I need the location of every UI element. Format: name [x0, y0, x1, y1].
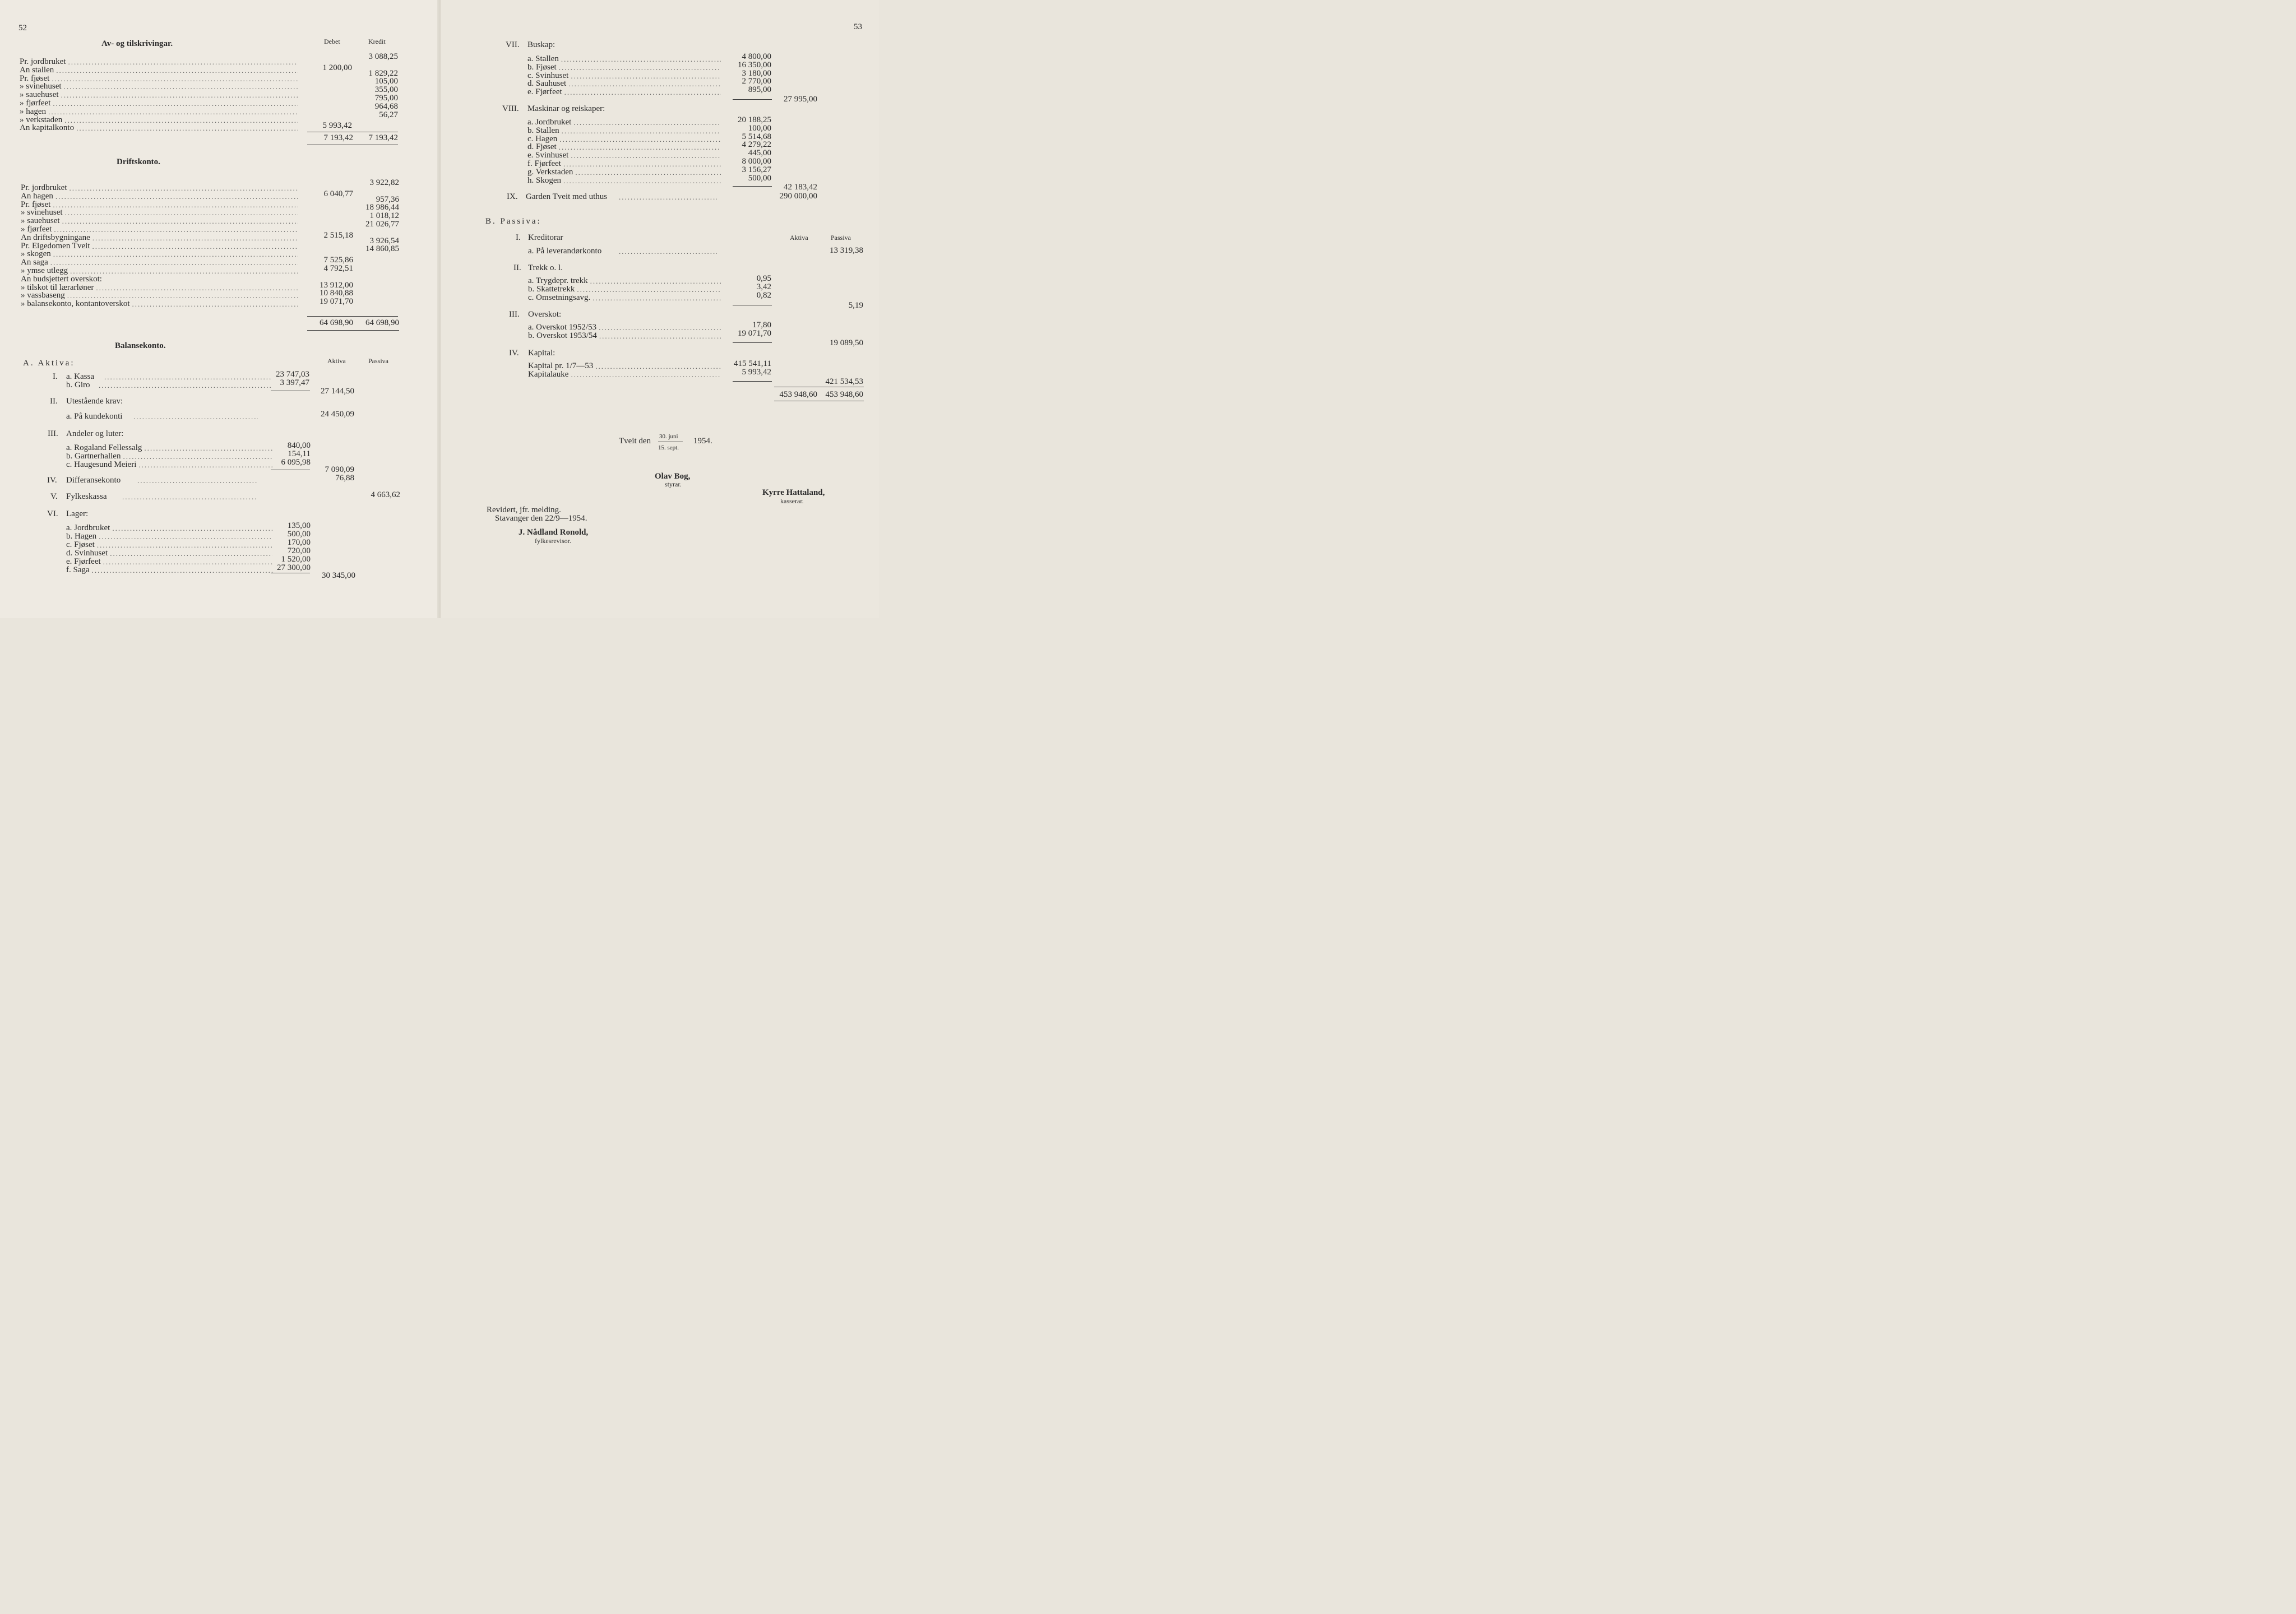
leader-dots [138, 461, 272, 469]
row-value: 895,00 [748, 85, 771, 95]
row-label: c. Fjøset [66, 540, 95, 549]
total-kredit: 7 193,42 [368, 133, 398, 142]
leader-dots [619, 247, 717, 256]
leader-dots [53, 201, 298, 209]
leader-dots [122, 493, 258, 501]
column-header-passiva: Passiva [831, 234, 851, 242]
row-label: c. Hagen [527, 134, 558, 143]
debet-value: 7 525,86 [323, 256, 353, 265]
row-value: 0,82 [756, 290, 771, 300]
debet-value: 2 515,18 [323, 230, 353, 240]
row-value: 24 450,09 [321, 410, 354, 419]
column-header-kredit: Kredit [368, 38, 386, 45]
section-title: Balansekonto. [115, 341, 166, 350]
leader-dots [97, 541, 272, 549]
leader-dots [52, 75, 298, 83]
kredit-value: 21 026,77 [365, 220, 399, 229]
leader-dots [103, 558, 272, 566]
row-label: b. Gartnerhallen [66, 451, 121, 461]
section-number: I. [516, 233, 521, 242]
row-label: Kapitalauke [528, 369, 569, 379]
kredit-value: 3 088,25 [368, 52, 398, 61]
row-label: b. Stallen [527, 126, 559, 135]
leader-dots [575, 168, 721, 177]
leader-dots [56, 66, 298, 75]
row-label: » skogen [21, 249, 51, 259]
row-label: An saga [21, 258, 48, 267]
row-label: Pr. fjøset [21, 200, 51, 209]
row-label: c. Omsetningsavg. [528, 293, 591, 302]
row-value: 0,95 [756, 274, 771, 283]
row-value: 720,00 [287, 546, 311, 555]
section-label: Maskinar og reiskaper: [527, 104, 605, 113]
page-number: 52 [18, 24, 27, 33]
section-number: VI. [47, 509, 58, 518]
leader-dots [599, 323, 721, 332]
row-label: e. Svinhuset [527, 151, 569, 160]
row-label: h. Skogen [527, 175, 561, 185]
subtotal: 27 144,50 [321, 387, 354, 396]
row-value: 500,00 [748, 173, 771, 183]
signature-name: J. Nådland Ronold, [519, 528, 589, 537]
leader-dots [92, 234, 298, 242]
left-page [0, 0, 441, 618]
row-label: c. Haugesund Meieri [66, 460, 137, 469]
row-label: c. Svinhuset [527, 71, 569, 80]
row-value: 5 993,42 [742, 367, 771, 377]
leader-dots [50, 258, 298, 267]
row-label: An budsjettert overskot: [21, 274, 102, 284]
kredit-value: 355,00 [374, 85, 398, 95]
leader-dots [132, 300, 298, 308]
debet-value: 6 040,77 [323, 189, 353, 198]
leader-dots [110, 549, 272, 558]
row-value: 3 397,47 [280, 378, 309, 387]
leader-dots [64, 82, 298, 91]
debet-value: 5 993,42 [322, 121, 352, 131]
leader-dots [573, 118, 721, 127]
kredit-value: 3 926,54 [369, 236, 399, 245]
row-label: b. Skattetrekk [528, 284, 575, 294]
section-title: Av- og tilskrivingar. [101, 39, 173, 48]
row-value: 27 300,00 [277, 563, 311, 572]
leader-dots [144, 444, 272, 452]
leader-dots [571, 72, 721, 80]
kredit-value: 957,36 [376, 194, 399, 204]
row-label: » balansekonto, kontantoverskot [21, 299, 130, 309]
signature-role: fylkesrevisor. [535, 537, 571, 545]
debet-value: 13 912,00 [320, 280, 353, 290]
kredit-value: 795,00 [374, 94, 398, 103]
kredit-value: 18 986,44 [365, 203, 399, 212]
row-label: e. Fjørfeet [527, 87, 562, 97]
row-label: » fjørfeet [20, 99, 51, 108]
leader-dots [563, 160, 721, 168]
row-value: 76,88 [335, 474, 354, 483]
leader-dots [137, 476, 258, 485]
row-label: Pr. jordbruket [20, 57, 66, 66]
leader-dots [133, 412, 258, 421]
row-value: 6 095,98 [281, 457, 311, 467]
leader-dots [123, 452, 272, 461]
row-value: 154,11 [288, 449, 311, 458]
section-title: Driftskonto. [117, 157, 160, 166]
row-label: » fjørfeet [21, 225, 52, 234]
kredit-value: 56,27 [379, 110, 398, 119]
page-number: 53 [854, 22, 862, 31]
row-label: a. Jordbruket [66, 523, 110, 532]
leader-dots [92, 566, 272, 574]
row-label: » vassbaseng [21, 291, 65, 300]
debet-value: 1 200,00 [322, 63, 352, 72]
leader-dots [99, 532, 272, 541]
stavanger-text: Stavanger den 22/9—1954. [495, 514, 587, 523]
row-label: An hagen [21, 191, 53, 201]
leader-dots [62, 217, 298, 225]
leader-dots [67, 291, 298, 300]
leader-dots [112, 524, 272, 532]
row-label: Garden Tveit med uthus [526, 192, 608, 201]
column-header-aktiva: Aktiva [327, 357, 346, 365]
row-label: » svinehuset [20, 82, 62, 91]
leader-dots [54, 225, 298, 234]
row-label: » svinehuset [21, 208, 63, 217]
section-number: IX. [507, 192, 518, 201]
leader-dots [99, 381, 272, 389]
leader-dots [68, 58, 299, 66]
leader-dots [595, 362, 721, 370]
leader-dots [592, 294, 721, 302]
row-label: » hagen [20, 106, 47, 116]
rule [733, 381, 772, 382]
date-top: 30. juni [659, 433, 678, 440]
column-header-aktiva: Aktiva [790, 234, 808, 242]
row-label: a. Jordbruket [527, 118, 572, 127]
kredit-value: 1 018,12 [369, 211, 399, 221]
row-label: a. Kassa [66, 372, 94, 381]
leader-dots [53, 250, 298, 258]
leader-dots [590, 277, 721, 285]
rule [733, 99, 772, 100]
rule [733, 342, 772, 343]
date-bottom: 15. sept. [658, 444, 679, 451]
row-value: 415 541,11 [734, 359, 771, 368]
row-value: 17,80 [752, 321, 771, 330]
row-label: d. Sauhuset [527, 79, 567, 89]
row-label: a. På leverandørkonto [528, 247, 602, 256]
row-label: b. Hagen [66, 532, 97, 541]
row-value: 135,00 [287, 521, 311, 530]
grand-total-passiva: 453 948,60 [825, 390, 863, 399]
leader-dots [96, 284, 298, 292]
section-label: Lager: [66, 509, 89, 518]
rule [733, 186, 772, 187]
row-value: 5 514,68 [742, 132, 771, 141]
row-label: b. Fjøset [527, 62, 557, 72]
row-value: 445,00 [748, 149, 771, 158]
row-label: f. Saga [66, 565, 90, 574]
section-label: Overskot: [528, 310, 562, 319]
row-value: 4 663,62 [371, 490, 400, 499]
leader-dots [70, 184, 299, 192]
row-label: » verkstaden [20, 115, 63, 124]
leader-dots [70, 267, 298, 275]
signature-name: Kyrre Hattaland, [762, 488, 825, 497]
row-value: 16 350,00 [738, 60, 771, 69]
leader-dots [61, 91, 298, 99]
row-label: » sauehuset [20, 90, 59, 100]
row-value: 20 188,25 [738, 115, 771, 124]
subtotal: 7 090,09 [325, 465, 354, 474]
row-value: 19 071,70 [738, 328, 771, 338]
row-label: g. Verkstaden [527, 167, 573, 177]
row-label: e. Fjørfeet [66, 557, 101, 566]
total-debet: 7 193,42 [323, 133, 353, 142]
section-number: VIII. [502, 104, 519, 113]
subtotal: 42 183,42 [784, 183, 817, 192]
grand-total-aktiva: 453 948,60 [779, 390, 817, 399]
section-label: Differansekonto [66, 476, 121, 485]
row-value: 3 180,00 [742, 68, 771, 78]
leader-dots [571, 370, 721, 379]
row-label: b. Overskot 1953/54 [528, 331, 597, 340]
row-value: 170,00 [287, 538, 311, 547]
section-number: VII. [506, 40, 520, 49]
debet-value: 4 792,51 [323, 264, 353, 273]
revidert-text: Revidert, jfr. melding. [487, 505, 561, 514]
row-label: Pr. fjøset [20, 73, 50, 83]
row-value: 4 279,22 [742, 140, 771, 150]
column-header-passiva: Passiva [368, 357, 388, 365]
leader-dots [48, 108, 298, 116]
section-number: III. [509, 310, 520, 319]
row-label: a. Stallen [527, 54, 559, 63]
leader-dots [53, 99, 298, 108]
subtotal: 30 345,00 [322, 571, 355, 580]
row-label: An stallen [20, 65, 54, 75]
leader-dots [55, 192, 298, 201]
row-value: 840,00 [287, 441, 311, 450]
leader-dots [562, 127, 721, 135]
leader-dots [619, 193, 717, 201]
leader-dots [599, 332, 721, 340]
row-label: b. Giro [66, 381, 90, 389]
row-label: a. Overskot 1952/53 [528, 323, 597, 332]
leader-dots [559, 143, 721, 151]
kredit-value: 105,00 [374, 77, 398, 86]
row-label: An driftsbygningane [21, 233, 90, 242]
row-value: 8 000,00 [742, 157, 771, 166]
leader-dots [561, 55, 721, 63]
row-value: 23 747,03 [276, 370, 309, 379]
row-label: » tilskot til lærarløner [21, 282, 94, 292]
subtotal: 19 089,50 [830, 338, 863, 347]
row-label: a. Rogaland Fellessalg [66, 443, 142, 452]
section-label: Kreditorar [528, 233, 563, 242]
leader-dots [559, 135, 721, 143]
row-label: d. Fjøset [527, 142, 557, 152]
section-number: III. [48, 429, 58, 438]
row-label: Pr. jordbruket [21, 183, 67, 192]
passiva-heading: B. Passiva: [485, 217, 541, 226]
row-label: Pr. Eigedomen Tveit [21, 241, 90, 251]
kredit-value: 3 922,82 [369, 178, 399, 187]
year-text: 1954. [693, 437, 712, 446]
total-debet: 64 698,90 [320, 318, 353, 327]
section-number: II. [513, 263, 521, 272]
signature-role: styrar. [665, 480, 682, 488]
right-page [441, 0, 879, 618]
row-value: 13 319,38 [830, 246, 863, 255]
kredit-value: 1 829,22 [368, 68, 398, 78]
leader-dots [64, 116, 298, 124]
section-number: V. [50, 492, 58, 501]
subtotal: 27 995,00 [784, 95, 817, 104]
section-label: Andeler og luter: [66, 429, 124, 438]
section-number: I. [53, 372, 58, 381]
section-label: Kapital: [528, 349, 556, 358]
row-label: » ymse utlegg [21, 266, 68, 275]
leader-dots [577, 285, 721, 294]
row-value: 290 000,00 [779, 192, 817, 201]
aktiva-heading: A. Aktiva: [23, 359, 75, 368]
section-number: IV. [509, 349, 519, 358]
kredit-value: 14 860,85 [365, 244, 399, 254]
row-label: f. Fjørfeet [527, 159, 561, 168]
signature-role: kasserar. [780, 497, 804, 505]
kredit-value: 964,68 [374, 101, 398, 111]
leader-dots [65, 208, 298, 217]
leader-dots [92, 242, 298, 251]
section-label: Trekk o. l. [528, 263, 563, 272]
leader-dots [564, 88, 721, 96]
leader-dots [104, 373, 272, 381]
row-label: a. På kundekonti [66, 412, 123, 421]
row-label: d. Svinhuset [66, 549, 108, 558]
row-value: 100,00 [748, 123, 771, 133]
row-label: a. Trygdepr. trekk [528, 276, 588, 285]
row-label: An kapitalkonto [20, 123, 75, 133]
subtotal: 5,19 [848, 301, 863, 310]
debet-value: 19 071,70 [320, 297, 353, 307]
leader-dots [568, 80, 721, 88]
row-label: » sauehuset [21, 216, 60, 226]
rule [307, 316, 398, 317]
row-value: 4 800,00 [742, 52, 771, 61]
row-value: 3,42 [756, 282, 771, 291]
row-value: 3 156,27 [742, 165, 771, 174]
total-kredit: 64 698,90 [365, 318, 399, 327]
leader-dots [76, 124, 298, 132]
leader-dots [559, 63, 721, 72]
section-label: Utestående krav: [66, 397, 123, 406]
section-label: Fylkeskassa [66, 492, 107, 501]
leader-dots [571, 151, 721, 160]
leader-dots [563, 177, 721, 185]
row-value: 500,00 [287, 530, 311, 539]
double-rule [307, 330, 399, 331]
row-label: Kapital pr. 1/7—53 [528, 361, 594, 370]
section-number: IV. [47, 476, 57, 485]
place-text: Tveit den [619, 437, 651, 446]
debet-value: 10 840,88 [320, 289, 353, 298]
column-header-debet: Debet [324, 38, 340, 45]
section-number: II. [50, 397, 58, 406]
row-value: 1 520,00 [281, 555, 311, 564]
section-label: Buskap: [527, 40, 556, 49]
row-value: 2 770,00 [742, 77, 771, 86]
signature-name: Olav Bog, [655, 472, 691, 481]
subtotal: 421 534,53 [825, 377, 863, 386]
